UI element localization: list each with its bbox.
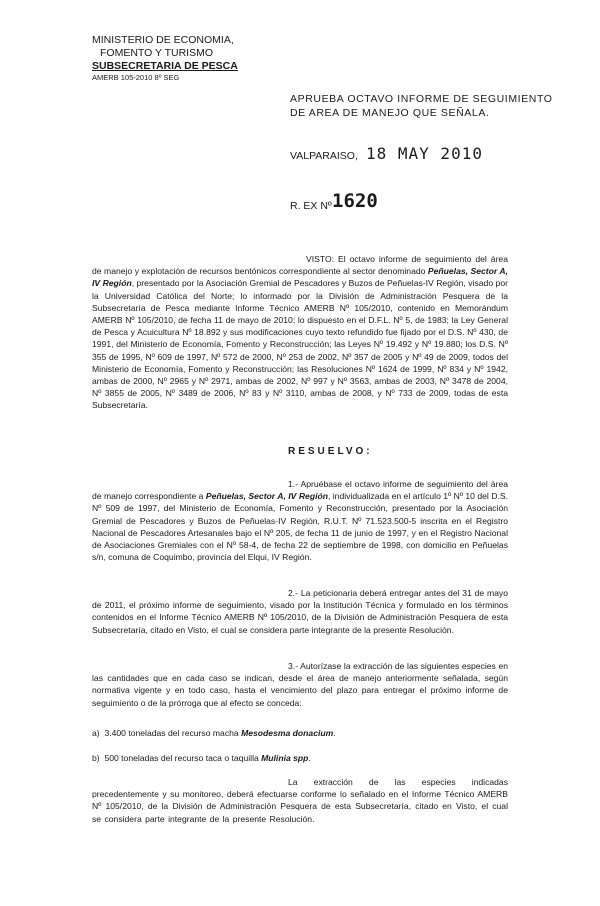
item-a-text: 3.400 toneladas del recurso macha bbox=[104, 728, 242, 738]
resolution-label: R. EX Nº bbox=[290, 200, 332, 212]
resuelvo-heading: RESUELVO: bbox=[288, 446, 373, 457]
item-a-species: Mesodesma donacium bbox=[241, 728, 334, 738]
article-3: 3.- Autorízase la extracción de las siguientes especies en las cantidades que en cada caso se indican, desde el área de manejo anteriormente señalada, según normativa vigente y en todo caso, hasta el vencimiento del plazo para entregar el próximo informe de seguimiento o de la prórroga que al efecto se conceda: bbox=[92, 661, 508, 708]
article-1-text-1: 1.- Apruébase el octavo informe de seguimiento del área de manejo correspondiente a bbox=[92, 479, 508, 502]
closing-paragraph: La extracción de las especies indicadas precedentemente y su monitoreo, deberá efectuarse conforme lo señalado en el Informe Técnico AMERB Nº 105/2010, de la División de Administración Pesquera de esta Subsecretaría, citado en Visto, el cual se considera parte integrante de la presente Resolución. bbox=[92, 777, 508, 824]
article-2: 2.- La peticionaria deberá entregar antes del 31 de mayo de 2011, el próximo informe de seguimiento, visado por la Institución Técnica y formulado en los términos contenidos en el Informe Técnico AMERB Nº 105/2010, de la División de Administración Pesquera de esta Subsecretaría, citado en Visto, el cual se considera parte integrante de la presente Resolución. bbox=[92, 588, 508, 635]
resolution-number: 1620 bbox=[332, 190, 378, 212]
article-1 bbox=[92, 478, 508, 563]
visto-text-2: , presentado por la Asociación Gremial de Pescadores y Buzos de Peñuelas-IV Región, visado por la Universidad Católica del Norte; lo informado por la División de Administración Pesquera de la Subsecretaría de Pesca mediante Informe Técnico AMERB Nº 105/2010, contenido en Memorándum AMERB Nº 105/2010, de fecha 11 de mayo de 2010; lo dispuesto en el D.F.L. Nº 5, de 1983; la Ley General de Pesca y Acuicultura Nº 18.892 y sus modificaciones cuyo texto refundido fue fijado por el D.S. Nº 430, de 1991, del Ministerio de Economía, Fomento y Reconstrucción; las Leyes Nº 19.492 y Nº 19.880; los D.S. Nº 355 de 1995, Nº 609 de 1997, Nº 572 de 2000, Nº 253 de 2002, Nº 357 de 2005 y Nº 49 de 2009, todos del Ministerio de Economía, Fomento y Reconstrucción; las Resoluciones Nº 1624 de 1999, Nº 834 y Nº 1942, ambas de 2000, Nº 2965 y Nº 2971, ambas de 2002, Nº 997 y Nº 3563, ambas de 2003, Nº 3478 de 2004, Nº 3855 de 2005, Nº 3489 de 2006, Nº 83 y Nº 3110, ambas de 2008, y Nº 733 de 2009, todas de esta Subsecretaría. bbox=[92, 278, 508, 411]
item-b bbox=[92, 752, 311, 764]
ministry-line-2: FOMENTO Y TURISMO bbox=[100, 47, 213, 59]
item-a-end: . bbox=[333, 728, 336, 738]
subsecretaria-name: SUBSECRETARIA DE PESCA bbox=[92, 60, 238, 72]
item-b-prefix: b) bbox=[92, 753, 100, 763]
stamped-date: 18 MAY 2010 bbox=[366, 144, 483, 163]
visto-paragraph bbox=[92, 253, 508, 412]
title-line-2: DE AREA DE MANEJO QUE SEÑALA. bbox=[290, 107, 490, 119]
place-label: VALPARAISO, bbox=[290, 150, 358, 162]
title-line-1: APRUEBA OCTAVO INFORME DE SEGUIMIENTO bbox=[290, 93, 553, 105]
visto-lead: VISTO: bbox=[306, 254, 335, 264]
visto-sector: Peñuelas, Sector A, IV Región bbox=[92, 266, 508, 289]
item-b-species: Mulinia spp bbox=[261, 753, 309, 763]
article-1-text-2: , individualizada en el artículo 1º Nº 10 del D.S. Nº 509 de 1997, del Ministerio de Economía, Fomento y Reconstrucción, presentado por la Asociación Gremial de Pescadores y Buzos de Peñuelas-IV Región, R.U.T. Nº 71.523.500-5 inscrita en el Registro Nacional de Pescadores Artesanales bajo el Nº 205, de fecha 11 de junio de 1997, y en el Registro Nacional de Asociaciones Gremiales con el Nº 58-4, de fecha 22 de septiembre de 1998, con domicilio en Peñuelas s/n, comuna de Coquimbo, provincia del Elqui, IV Región. bbox=[92, 491, 508, 563]
document-title bbox=[290, 92, 553, 120]
item-b-text: 500 toneladas del recurso taca o taquilla bbox=[104, 753, 262, 763]
article-1-sector: Peñuelas, Sector A, IV Región bbox=[205, 491, 328, 502]
item-a-prefix: a) bbox=[92, 728, 100, 738]
reference-code: AMERB 105-2010 8º SEG bbox=[92, 73, 180, 82]
ministry-line-1: MINISTERIO DE ECONOMIA, bbox=[92, 34, 234, 46]
visto-text-1: El octavo informe de seguimiento del área de manejo y explotación de recursos bentónicos correspondiente al sector denominado bbox=[92, 254, 508, 277]
issuer-header bbox=[92, 34, 238, 83]
item-b-end: . bbox=[308, 753, 311, 763]
item-a bbox=[92, 727, 336, 739]
